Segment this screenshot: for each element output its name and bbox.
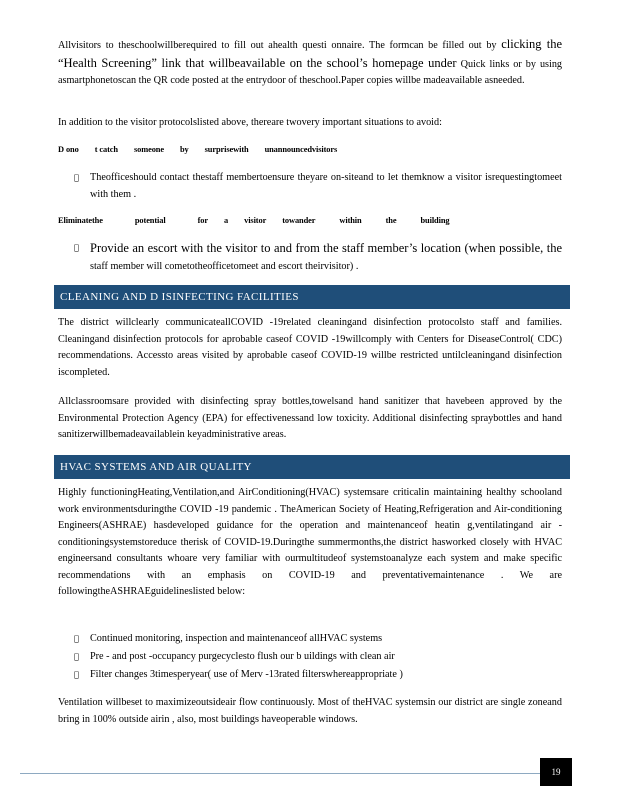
hvac-paragraph-1: Highly functioningHeating,Ventilation,and AirConditioning(HVAC) systemsare criticalin maintaining healthy schooland work environmentsduringthe COVID -19 pandemic . TheAmerican Society of Heating,Refrigeration and Air-conditioning Engineers(ASHRAE) hasdeveloped guidance for the operation and maintenanceof heatin g,ventilatingand air -conditioningsystemstoreduce therisk of COVID-19.Duringthe summermonths,the district hasworked closely with HVAC engineersand consultants whoare very familiar with ourmultitudeof systemstoanalyze each system and make specific recommendations with an emphasis on COVID-19 and preventativemaintenance . We are followingtheASHRAEguidelineslisted below:: [58, 487, 562, 597]
page-number: 19: [540, 758, 572, 786]
list-item: [74, 170, 562, 203]
intro-paragraph: [58, 36, 562, 90]
bullet-icon: [74, 170, 86, 187]
addition-paragraph: In addition to the visitor protocolslisted above, thereare twovery important situations to avoid:: [58, 117, 442, 128]
section-header-cleaning: CLEANING AND D ISINFECTING FACILITIES: [54, 285, 570, 309]
bullet-text: Provide an escort with the visitor to and from the staff member’s location (when possible, the staff member will cometotheofficetomeet and escort theirvisitor) .: [90, 241, 562, 272]
cleaning-paragraph-2: Allclassroomsare provided with disinfecting spray bottles,towelsand hand sanitizer that havebeen approved by the Environmental Protection Agency (EPA) for effectivenessand low toxicity. Additional disinfecting spraybottles and hand sanitizerwillbemadeavailablein keyadministrative areas.: [58, 396, 562, 440]
list-item: [74, 240, 562, 275]
subheading-surprise-visitors: D ono t catch someone by surprisewith unannouncedvisitors: [58, 145, 338, 154]
subheading-wander-building: Eliminatethe potential for a visitor towander within the building: [58, 216, 450, 225]
bullet-text: Filter changes 3timesperyear( use of Merv -13rated filterswhereappropriate ): [90, 669, 403, 680]
bullet-icon: [74, 667, 86, 684]
bullet-text: Theofficeshould contact thestaff membertoensure theyare on-siteand to let themknow a visitor isrequestingtomeet with them .: [90, 172, 562, 200]
hvac-paragraph-2: Ventilation willbeset to maximizeoutsideair flow continuously. Most of theHVAC systemsin our district are single zoneand bring in 100% outside airin , also, most buildings haveoperable windows.: [58, 697, 562, 725]
cleaning-paragraph-1: The district willclearly communicateallCOVID -19related cleaningand disinfection protocolsto staff and families. Cleaningand disinfection protocols for aprobable caseof COVID -19willcomply with Centers for DiseaseControl( CDC) recommendations. Accessto areas visited by aprobable caseof COVID-19 willbe restricted untilcleaningand disinfection iscompleted.: [58, 317, 562, 378]
bullet-icon: [74, 631, 86, 648]
footer-divider: [20, 773, 540, 774]
bullet-icon: [74, 240, 86, 257]
list-item: [74, 649, 562, 666]
list-item: [74, 631, 562, 648]
intro-text-emphasis: clicking the “Health Screening” link that willbeavailable on the school’s homepage under: [58, 37, 562, 70]
bullet-icon: [74, 649, 86, 666]
section-header-hvac: HVAC SYSTEMS AND AIR QUALITY: [54, 455, 570, 479]
list-item: [74, 667, 562, 684]
bullet-text: Continued monitoring, inspection and maintenanceof allHVAC systems: [90, 633, 383, 644]
intro-text-3: Quick links or by using asmartphonetoscan the QR code posted at the entrydoor of theschool.Paper copies willbe madeavailable asneeded.: [58, 58, 563, 86]
intro-text-1: Allvisitors to theschoolwillberequired to fill out ahealth questi onnaire. The formcan be filled out by: [58, 40, 497, 51]
bullet-text: Pre - and post -occupancy purgecyclesto flush our b uildings with clean air: [90, 651, 395, 662]
